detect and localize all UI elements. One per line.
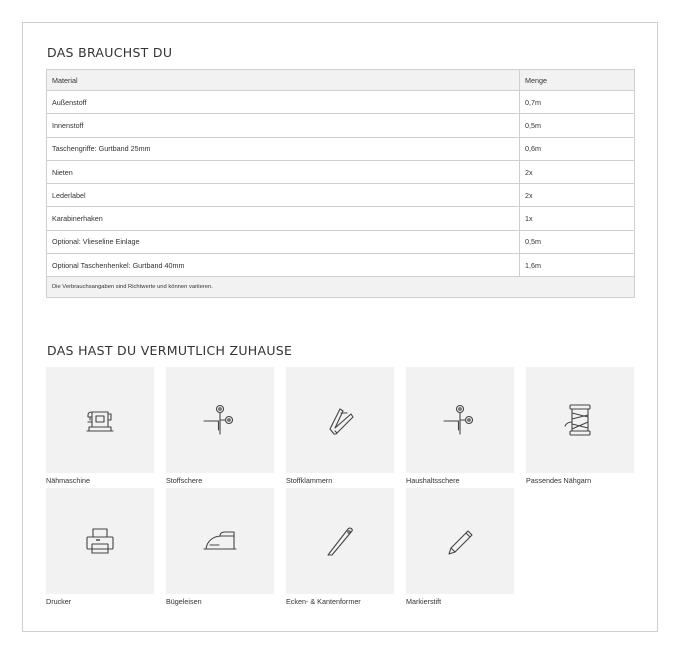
material-cell: Nieten	[47, 160, 520, 183]
materials-card	[22, 22, 658, 632]
thread-spool-icon	[560, 400, 600, 440]
iron-icon	[200, 521, 240, 561]
material-cell: Lederlabel	[47, 184, 520, 207]
tool-image	[406, 367, 514, 473]
scissors-icon	[200, 400, 240, 440]
tool-label: Nähmaschine	[46, 476, 90, 485]
tool-tile-thread	[526, 367, 634, 485]
tool-tile-household-scissors	[406, 367, 514, 485]
tool-image	[286, 488, 394, 594]
tool-tile-iron	[166, 488, 274, 606]
tool-label: Bügeleisen	[166, 597, 202, 606]
amount-cell: 1x	[520, 207, 635, 230]
clip-icon	[320, 400, 360, 440]
table-row	[47, 137, 635, 160]
pencil-icon	[440, 521, 480, 561]
amount-cell: 2x	[520, 184, 635, 207]
table-row	[47, 254, 635, 277]
materials-table	[46, 69, 635, 298]
tool-label: Ecken- & Kantenformer	[286, 597, 361, 606]
tool-image	[166, 367, 274, 473]
material-cell: Optional Taschenhenkel: Gurtband 40mm	[47, 254, 520, 277]
material-cell: Karabinerhaken	[47, 207, 520, 230]
tool-tile-sewing-machine	[46, 367, 154, 485]
tool-image	[286, 367, 394, 473]
materials-heading: DAS BRAUCHST DU	[47, 45, 173, 60]
amount-cell: 0,6m	[520, 137, 635, 160]
amount-cell: 1,6m	[520, 254, 635, 277]
material-cell: Taschengriffe: Gurtband 25mm	[47, 137, 520, 160]
tool-image	[526, 367, 634, 473]
home-tools-heading: DAS HAST DU VERMUTLICH ZUHAUSE	[47, 343, 293, 358]
material-cell: Optional: Vlieseline Einlage	[47, 230, 520, 253]
amount-cell: 0,5m	[520, 230, 635, 253]
table-row	[47, 230, 635, 253]
scissors-icon	[440, 400, 480, 440]
table-row	[47, 184, 635, 207]
tool-label: Passendes Nähgarn	[526, 476, 592, 485]
amount-cell: 0,7m	[520, 91, 635, 114]
tool-image	[46, 367, 154, 473]
tool-image	[166, 488, 274, 594]
tool-label: Stoffschere	[166, 476, 203, 485]
tool-tile-fabric-clips	[286, 367, 394, 485]
tool-tile-printer	[46, 488, 154, 606]
table-row	[47, 207, 635, 230]
sewing-machine-icon	[80, 400, 120, 440]
table-row	[47, 114, 635, 137]
table-header-row	[47, 70, 635, 91]
tool-tile-point-turner	[286, 488, 394, 606]
material-cell: Innenstoff	[47, 114, 520, 137]
amount-cell: 2x	[520, 160, 635, 183]
tool-label: Haushaltsschere	[406, 476, 460, 485]
table-row	[47, 160, 635, 183]
tool-label: Markierstift	[406, 597, 442, 606]
amount-cell: 0,5m	[520, 114, 635, 137]
material-cell: Außenstoff	[47, 91, 520, 114]
point-turner-icon	[320, 521, 360, 561]
tool-label: Stoffklammern	[286, 476, 333, 485]
column-header-amount: Menge	[520, 70, 635, 91]
table-note: Die Verbrauchsangaben sind Richtwerte und können variieren.	[47, 277, 635, 298]
tool-tile-marker	[406, 488, 514, 606]
printer-icon	[80, 521, 120, 561]
tool-tile-fabric-scissors	[166, 367, 274, 485]
tool-label: Drucker	[46, 597, 72, 606]
column-header-material: Material	[47, 70, 520, 91]
table-row	[47, 91, 635, 114]
tool-image	[406, 488, 514, 594]
tool-image	[46, 488, 154, 594]
table-note-row	[47, 277, 635, 298]
